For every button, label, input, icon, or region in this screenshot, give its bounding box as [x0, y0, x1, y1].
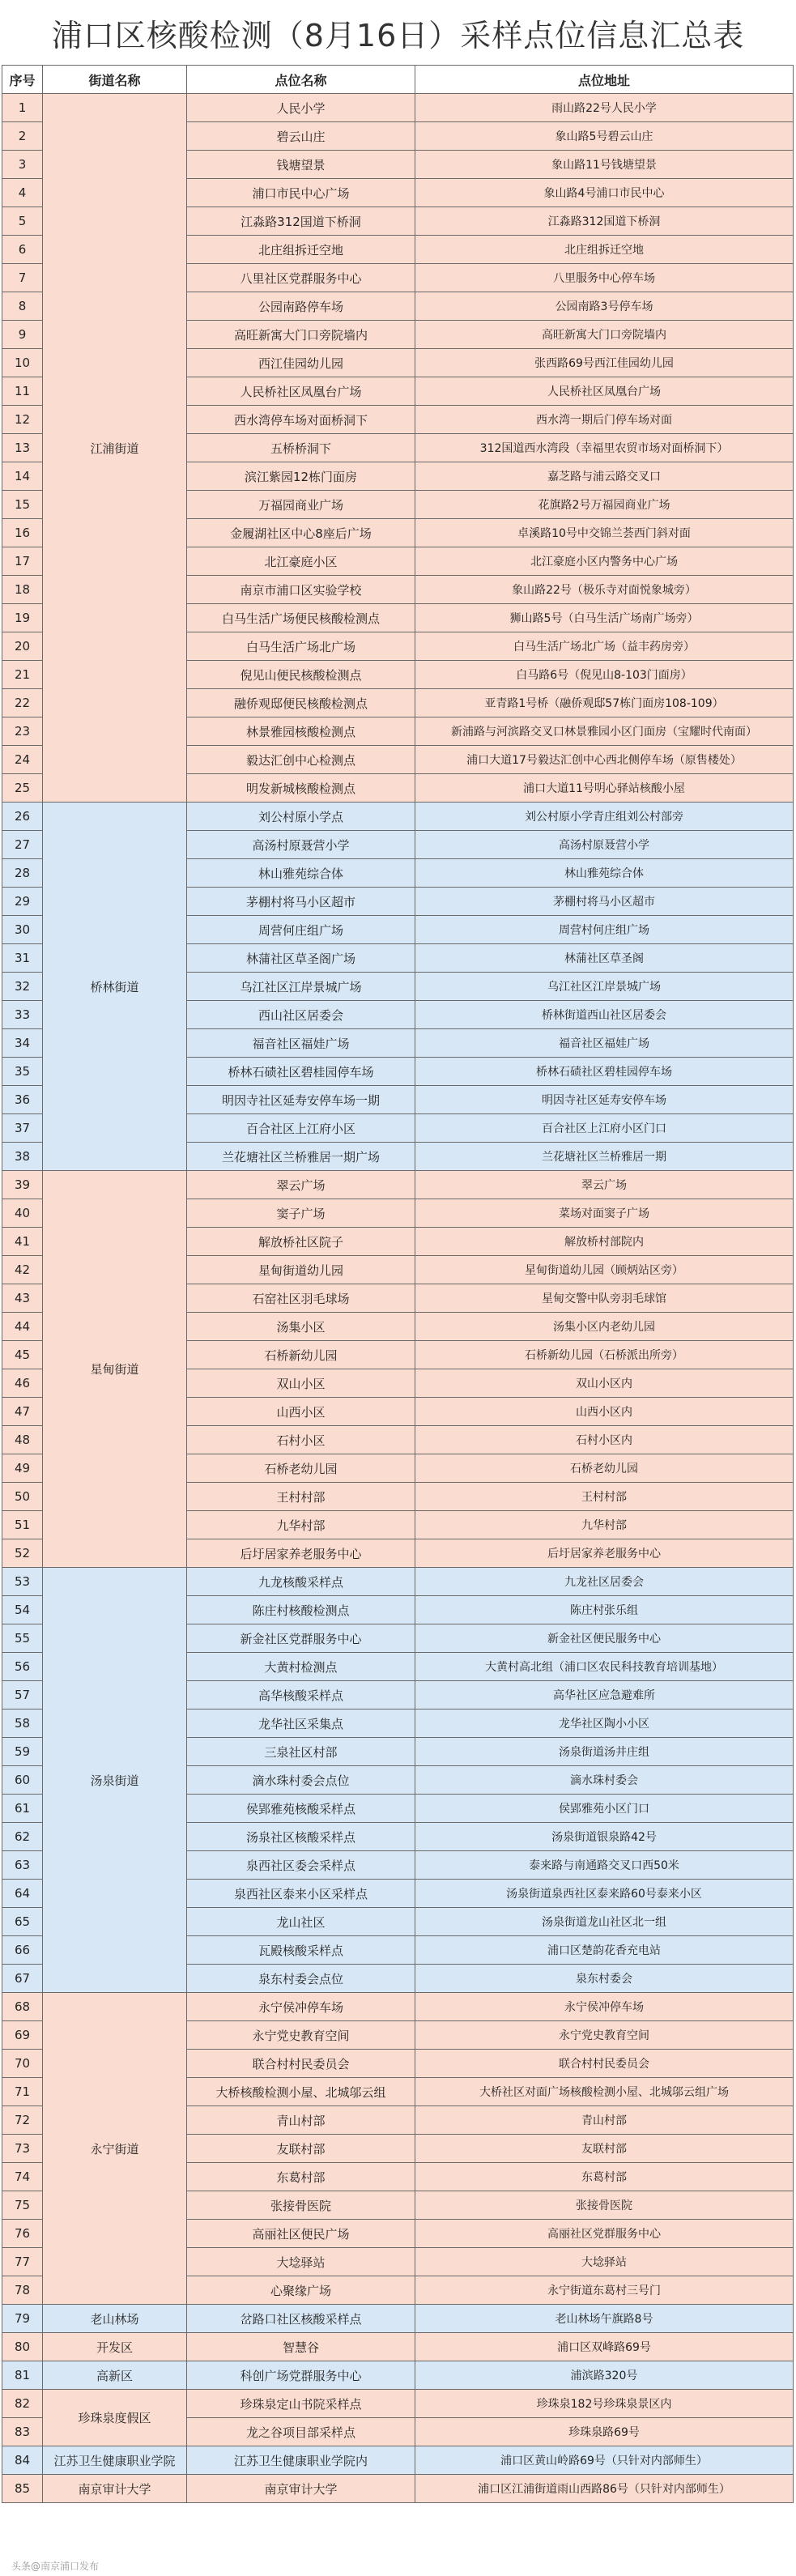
site-name: 北江豪庭小区 — [187, 547, 415, 576]
street-name: 江浦街道 — [43, 94, 187, 803]
site-name: 龙山社区 — [187, 1908, 415, 1936]
row-index: 37 — [2, 1114, 43, 1143]
site-address: 石桥老幼儿园 — [415, 1454, 794, 1483]
site-address: 解放桥村部院内 — [415, 1228, 794, 1256]
site-name: 明因寺社区延寿安停车场一期 — [187, 1086, 415, 1114]
table-row — [2, 2333, 794, 2361]
site-name: 大桥核酸检测小屋、北城邬云组 — [187, 2078, 415, 2106]
site-name: 高丽社区便民广场 — [187, 2220, 415, 2248]
row-index: 81 — [2, 2361, 43, 2390]
row-index: 72 — [2, 2106, 43, 2135]
site-address: 侯郢雅苑小区门口 — [415, 1795, 794, 1823]
site-address: 张西路69号西江佳园幼儿园 — [415, 349, 794, 377]
row-index: 25 — [2, 774, 43, 803]
street-name: 老山林场 — [43, 2305, 187, 2333]
site-address: 九龙社区居委会 — [415, 1568, 794, 1596]
row-index: 42 — [2, 1256, 43, 1284]
table-row — [2, 1171, 794, 1199]
site-name: 汤集小区 — [187, 1313, 415, 1341]
site-name: 茅棚村将马小区超市 — [187, 888, 415, 916]
row-index: 9 — [2, 321, 43, 349]
site-name: 公园南路停车场 — [187, 292, 415, 321]
site-address: 象山路5号碧云山庄 — [415, 122, 794, 151]
site-address: 高汤村原聂营小学 — [415, 831, 794, 859]
site-address: 公园南路3号停车场 — [415, 292, 794, 321]
site-address: 林蒲社区草圣阁 — [415, 944, 794, 973]
site-name: 万福园商业广场 — [187, 491, 415, 519]
row-index: 55 — [2, 1624, 43, 1653]
site-name: 永宁党史教育空间 — [187, 2021, 415, 2050]
site-name: 五桥桥洞下 — [187, 434, 415, 462]
site-address: 星甸交警中队旁羽毛球馆 — [415, 1284, 794, 1313]
site-address: 312国道西水湾段（幸福里农贸市场对面桥洞下） — [415, 434, 794, 462]
site-address: 浦口大道11号明心驿站核酸小屋 — [415, 774, 794, 803]
site-name: 青山村部 — [187, 2106, 415, 2135]
site-name: 侯郢雅苑核酸采样点 — [187, 1795, 415, 1823]
row-index: 82 — [2, 2390, 43, 2418]
row-index: 75 — [2, 2191, 43, 2220]
row-index: 36 — [2, 1086, 43, 1114]
site-name: 乌江社区江岸景城广场 — [187, 973, 415, 1001]
row-index: 12 — [2, 406, 43, 434]
row-index: 2 — [2, 122, 43, 151]
table-row — [2, 2390, 794, 2418]
site-address: 西水湾一期后门停车场对面 — [415, 406, 794, 434]
site-address: 翠云广场 — [415, 1171, 794, 1199]
row-index: 17 — [2, 547, 43, 576]
site-address: 茅棚村将马小区超市 — [415, 888, 794, 916]
row-index: 49 — [2, 1454, 43, 1483]
site-address: 双山小区内 — [415, 1369, 794, 1398]
site-address: 珍珠泉182号珍珠泉景区内 — [415, 2390, 794, 2418]
street-name: 开发区 — [43, 2333, 187, 2361]
site-name: 陈庄村核酸检测点 — [187, 1596, 415, 1624]
sampling-sites-table — [2, 65, 794, 2503]
site-address: 桥林石碛社区碧桂园停车场 — [415, 1058, 794, 1086]
site-address: 新浦路与河滨路交叉口林景雅园小区门面房（宝耀时代南面） — [415, 717, 794, 746]
street-name: 桥林街道 — [43, 803, 187, 1171]
row-index: 29 — [2, 888, 43, 916]
site-address: 九华村部 — [415, 1511, 794, 1539]
site-name: 毅达汇创中心检测点 — [187, 746, 415, 774]
site-address: 滴水珠村委会 — [415, 1766, 794, 1795]
table-row — [2, 2305, 794, 2333]
row-index: 41 — [2, 1228, 43, 1256]
site-name: 高华核酸采样点 — [187, 1681, 415, 1710]
site-address: 浦口区江浦街道雨山西路86号（只针对内部师生） — [415, 2475, 794, 2503]
site-address: 卓溪路10号中交锦兰荟西门斜对面 — [415, 519, 794, 547]
site-address: 永宁侯冲停车场 — [415, 1993, 794, 2021]
site-name: 周营何庄组广场 — [187, 916, 415, 944]
row-index: 74 — [2, 2163, 43, 2191]
site-address: 珍珠泉路69号 — [415, 2418, 794, 2446]
street-name: 珍珠泉度假区 — [43, 2390, 187, 2446]
site-address: 张接骨医院 — [415, 2191, 794, 2220]
row-index: 71 — [2, 2078, 43, 2106]
row-index: 63 — [2, 1851, 43, 1880]
site-address: 石桥新幼儿园（石桥派出所旁） — [415, 1341, 794, 1369]
site-name: 桥林石碛社区碧桂园停车场 — [187, 1058, 415, 1086]
site-address: 白马生活广场北广场（益丰药房旁） — [415, 632, 794, 661]
table-row — [2, 2361, 794, 2390]
row-index: 43 — [2, 1284, 43, 1313]
row-index: 21 — [2, 661, 43, 689]
site-address: 汤泉街道泉西社区泰来路60号泰来小区 — [415, 1880, 794, 1908]
site-name: 大埝驿站 — [187, 2248, 415, 2276]
site-name: 双山小区 — [187, 1369, 415, 1398]
row-index: 59 — [2, 1738, 43, 1766]
site-name: 白马生活广场北广场 — [187, 632, 415, 661]
row-index: 40 — [2, 1199, 43, 1228]
site-name: 岔路口社区核酸采样点 — [187, 2305, 415, 2333]
site-name: 白马生活广场便民核酸检测点 — [187, 604, 415, 632]
site-name: 人民桥社区凤凰台广场 — [187, 377, 415, 406]
site-name: 兰花塘社区兰桥雅居一期广场 — [187, 1143, 415, 1171]
row-index: 70 — [2, 2050, 43, 2078]
site-name: 永宁侯冲停车场 — [187, 1993, 415, 2021]
site-name: 石窑社区羽毛球场 — [187, 1284, 415, 1313]
site-address: 山西小区内 — [415, 1398, 794, 1426]
row-index: 5 — [2, 207, 43, 236]
site-address: 花旗路2号万福园商业广场 — [415, 491, 794, 519]
site-name: 钱塘望景 — [187, 151, 415, 179]
site-address: 雨山路22号人民小学 — [415, 94, 794, 122]
site-name: 联合村村民委员会 — [187, 2050, 415, 2078]
site-name: 刘公村原小学点 — [187, 803, 415, 831]
site-name: 人民小学 — [187, 94, 415, 122]
row-index: 47 — [2, 1398, 43, 1426]
site-name: 九龙核酸采样点 — [187, 1568, 415, 1596]
site-address: 明因寺社区延寿安停车场 — [415, 1086, 794, 1114]
site-address: 福音社区福娃广场 — [415, 1029, 794, 1058]
site-address: 青山村部 — [415, 2106, 794, 2135]
site-name: 林山雅苑综合体 — [187, 859, 415, 888]
row-index: 52 — [2, 1539, 43, 1568]
site-name: 金履湖社区中心8座后广场 — [187, 519, 415, 547]
site-name: 江淼路312国道下桥洞 — [187, 207, 415, 236]
site-name: 山西小区 — [187, 1398, 415, 1426]
site-name: 翠云广场 — [187, 1171, 415, 1199]
site-name: 解放桥社区院子 — [187, 1228, 415, 1256]
site-address: 浦口大道17号毅达汇创中心西北侧停车场（原售楼处） — [415, 746, 794, 774]
table-header-row — [2, 66, 794, 94]
header-index: 序号 — [2, 66, 43, 94]
site-address: 泉东村委会 — [415, 1965, 794, 1993]
table-row — [2, 1568, 794, 1596]
site-address: 亚青路1号桥（融侨观邸57栋门面房108-109） — [415, 689, 794, 717]
table-row — [2, 2475, 794, 2503]
site-name: 滨江紫园12栋门面房 — [187, 462, 415, 491]
site-name: 智慧谷 — [187, 2333, 415, 2361]
site-address: 汤集小区内老幼儿园 — [415, 1313, 794, 1341]
row-index: 80 — [2, 2333, 43, 2361]
row-index: 83 — [2, 2418, 43, 2446]
row-index: 3 — [2, 151, 43, 179]
table-body — [2, 94, 794, 2503]
site-address: 东葛村部 — [415, 2163, 794, 2191]
site-name: 新金社区党群服务中心 — [187, 1624, 415, 1653]
site-name: 珍珠泉定山书院采样点 — [187, 2390, 415, 2418]
site-address: 王村村部 — [415, 1483, 794, 1511]
row-index: 76 — [2, 2220, 43, 2248]
site-name: 石桥新幼儿园 — [187, 1341, 415, 1369]
site-address: 浦口区黄山岭路69号（只针对内部师生） — [415, 2446, 794, 2475]
site-address: 百合社区上江府小区门口 — [415, 1114, 794, 1143]
site-name: 林景雅园核酸检测点 — [187, 717, 415, 746]
site-address: 石村小区内 — [415, 1426, 794, 1454]
site-address: 嘉芝路与浦云路交叉口 — [415, 462, 794, 491]
site-address: 联合村村民委员会 — [415, 2050, 794, 2078]
row-index: 53 — [2, 1568, 43, 1596]
site-address: 人民桥社区凤凰台广场 — [415, 377, 794, 406]
site-address: 浦滨路320号 — [415, 2361, 794, 2390]
row-index: 62 — [2, 1823, 43, 1851]
site-address: 龙华社区陶小小区 — [415, 1710, 794, 1738]
site-name: 滴水珠村委会点位 — [187, 1766, 415, 1795]
site-name: 王村村部 — [187, 1483, 415, 1511]
site-address: 老山林场午旗路8号 — [415, 2305, 794, 2333]
street-name: 江苏卫生健康职业学院 — [43, 2446, 187, 2475]
site-address: 白马路6号（倪见山8-103门面房） — [415, 661, 794, 689]
header-site-address: 点位地址 — [415, 66, 794, 94]
table-row — [2, 803, 794, 831]
site-address: 周营村何庄组广场 — [415, 916, 794, 944]
site-name: 北庄组拆迁空地 — [187, 236, 415, 264]
row-index: 85 — [2, 2475, 43, 2503]
row-index: 61 — [2, 1795, 43, 1823]
row-index: 15 — [2, 491, 43, 519]
row-index: 67 — [2, 1965, 43, 1993]
watermark-text: 头条@南京浦口发布 — [11, 2561, 100, 2572]
site-name: 后圩居家养老服务中心 — [187, 1539, 415, 1568]
row-index: 26 — [2, 803, 43, 831]
site-name: 三泉社区村部 — [187, 1738, 415, 1766]
site-name: 星甸街道幼儿园 — [187, 1256, 415, 1284]
site-address: 永宁街道东葛村三号门 — [415, 2276, 794, 2305]
row-index: 33 — [2, 1001, 43, 1029]
site-name: 东葛村部 — [187, 2163, 415, 2191]
row-index: 31 — [2, 944, 43, 973]
site-name: 科创广场党群服务中心 — [187, 2361, 415, 2390]
table-row — [2, 2446, 794, 2475]
row-index: 46 — [2, 1369, 43, 1398]
site-name: 汤泉社区核酸采样点 — [187, 1823, 415, 1851]
site-name: 石桥老幼儿园 — [187, 1454, 415, 1483]
site-address: 汤泉街道龙山社区北一组 — [415, 1908, 794, 1936]
row-index: 77 — [2, 2248, 43, 2276]
row-index: 14 — [2, 462, 43, 491]
site-address: 刘公村原小学青庄组刘公村部旁 — [415, 803, 794, 831]
site-address: 高旺新寓大门口旁院墙内 — [415, 321, 794, 349]
site-name: 龙华社区采集点 — [187, 1710, 415, 1738]
row-index: 69 — [2, 2021, 43, 2050]
site-name: 浦口市民中心广场 — [187, 179, 415, 207]
site-name: 融侨观邸便民核酸检测点 — [187, 689, 415, 717]
row-index: 44 — [2, 1313, 43, 1341]
site-address: 浦口区楚韵花香充电站 — [415, 1936, 794, 1965]
row-index: 84 — [2, 2446, 43, 2475]
site-address: 菜场对面窦子广场 — [415, 1199, 794, 1228]
row-index: 1 — [2, 94, 43, 122]
row-index: 10 — [2, 349, 43, 377]
site-address: 桥林街道西山社区居委会 — [415, 1001, 794, 1029]
row-index: 34 — [2, 1029, 43, 1058]
row-index: 35 — [2, 1058, 43, 1086]
site-name: 心聚缘广场 — [187, 2276, 415, 2305]
table-row — [2, 94, 794, 122]
row-index: 4 — [2, 179, 43, 207]
site-address: 高丽社区党群服务中心 — [415, 2220, 794, 2248]
page-title: 浦口区核酸检测（8月16日）采样点位信息汇总表 — [51, 17, 745, 53]
site-address: 林山雅苑综合体 — [415, 859, 794, 888]
site-address: 星甸街道幼儿园（顾炳站区旁） — [415, 1256, 794, 1284]
site-name: 南京市浦口区实验学校 — [187, 576, 415, 604]
site-name: 八里社区党群服务中心 — [187, 264, 415, 292]
row-index: 8 — [2, 292, 43, 321]
site-address: 象山路4号浦口市民中心 — [415, 179, 794, 207]
row-index: 51 — [2, 1511, 43, 1539]
site-name: 窦子广场 — [187, 1199, 415, 1228]
row-index: 38 — [2, 1143, 43, 1171]
site-address: 陈庄村张乐组 — [415, 1596, 794, 1624]
site-name: 高汤村原聂营小学 — [187, 831, 415, 859]
site-name: 瓦殿核酸采样点 — [187, 1936, 415, 1965]
site-name: 石村小区 — [187, 1426, 415, 1454]
site-name: 泉西社区泰来小区采样点 — [187, 1880, 415, 1908]
row-index: 65 — [2, 1908, 43, 1936]
row-index: 66 — [2, 1936, 43, 1965]
site-address: 八里服务中心停车场 — [415, 264, 794, 292]
row-index: 73 — [2, 2135, 43, 2163]
site-name: 泉东村委会点位 — [187, 1965, 415, 1993]
street-name: 汤泉街道 — [43, 1568, 187, 1993]
street-name: 南京审计大学 — [43, 2475, 187, 2503]
site-address: 兰花塘社区兰桥雅居一期 — [415, 1143, 794, 1171]
site-name: 倪见山便民核酸检测点 — [187, 661, 415, 689]
row-index: 16 — [2, 519, 43, 547]
row-index: 57 — [2, 1681, 43, 1710]
site-address: 江淼路312国道下桥洞 — [415, 207, 794, 236]
site-name: 碧云山庄 — [187, 122, 415, 151]
row-index: 48 — [2, 1426, 43, 1454]
row-index: 18 — [2, 576, 43, 604]
site-address: 大桥社区对面广场核酸检测小屋、北城邬云组广场 — [415, 2078, 794, 2106]
row-index: 22 — [2, 689, 43, 717]
site-address: 后圩居家养老服务中心 — [415, 1539, 794, 1568]
site-address: 泰来路与南通路交叉口西50米 — [415, 1851, 794, 1880]
site-name: 福音社区福娃广场 — [187, 1029, 415, 1058]
site-name: 江苏卫生健康职业学院内 — [187, 2446, 415, 2475]
site-address: 狮山路5号（白马生活广场南广场旁） — [415, 604, 794, 632]
row-index: 56 — [2, 1653, 43, 1681]
row-index: 54 — [2, 1596, 43, 1624]
site-address: 汤泉街道银泉路42号 — [415, 1823, 794, 1851]
site-address: 北江豪庭小区内警务中心广场 — [415, 547, 794, 576]
row-index: 32 — [2, 973, 43, 1001]
row-index: 58 — [2, 1710, 43, 1738]
site-address: 大埝驿站 — [415, 2248, 794, 2276]
site-name: 高旺新寓大门口旁院墙内 — [187, 321, 415, 349]
street-name: 永宁街道 — [43, 1993, 187, 2305]
site-name: 西水湾停车场对面桥洞下 — [187, 406, 415, 434]
row-index: 50 — [2, 1483, 43, 1511]
row-index: 68 — [2, 1993, 43, 2021]
site-name: 张接骨医院 — [187, 2191, 415, 2220]
site-name: 泉西社区委会采样点 — [187, 1851, 415, 1880]
row-index: 39 — [2, 1171, 43, 1199]
site-address: 永宁党史教育空间 — [415, 2021, 794, 2050]
row-index: 79 — [2, 2305, 43, 2333]
row-index: 28 — [2, 859, 43, 888]
row-index: 27 — [2, 831, 43, 859]
site-name: 友联村部 — [187, 2135, 415, 2163]
row-index: 60 — [2, 1766, 43, 1795]
row-index: 13 — [2, 434, 43, 462]
site-address: 象山路11号钱塘望景 — [415, 151, 794, 179]
site-name: 明发新城核酸检测点 — [187, 774, 415, 803]
site-address: 北庄组拆迁空地 — [415, 236, 794, 264]
row-index: 11 — [2, 377, 43, 406]
site-address: 乌江社区江岸景城广场 — [415, 973, 794, 1001]
table-row — [2, 1993, 794, 2021]
row-index: 20 — [2, 632, 43, 661]
header-street: 街道名称 — [43, 66, 187, 94]
header-site-name: 点位名称 — [187, 66, 415, 94]
site-name: 九华村部 — [187, 1511, 415, 1539]
site-address: 象山路22号（极乐寺对面悦象城旁） — [415, 576, 794, 604]
site-address: 浦口区双峰路69号 — [415, 2333, 794, 2361]
row-index: 78 — [2, 2276, 43, 2305]
site-name: 龙之谷项目部采样点 — [187, 2418, 415, 2446]
street-name: 星甸街道 — [43, 1171, 187, 1568]
row-index: 23 — [2, 717, 43, 746]
site-address: 大黄村高北组（浦口区农民科技教育培训基地） — [415, 1653, 794, 1681]
site-name: 林蒲社区草圣阁广场 — [187, 944, 415, 973]
row-index: 24 — [2, 746, 43, 774]
street-name: 高新区 — [43, 2361, 187, 2390]
row-index: 7 — [2, 264, 43, 292]
site-name: 西江佳园幼儿园 — [187, 349, 415, 377]
site-address: 汤泉街道汤井庄组 — [415, 1738, 794, 1766]
site-name: 大黄村检测点 — [187, 1653, 415, 1681]
site-address: 友联村部 — [415, 2135, 794, 2163]
site-address: 新金社区便民服务中心 — [415, 1624, 794, 1653]
row-index: 19 — [2, 604, 43, 632]
row-index: 6 — [2, 236, 43, 264]
row-index: 45 — [2, 1341, 43, 1369]
site-address: 高华社区应急避难所 — [415, 1681, 794, 1710]
row-index: 30 — [2, 916, 43, 944]
site-name: 南京审计大学 — [187, 2475, 415, 2503]
site-name: 百合社区上江府小区 — [187, 1114, 415, 1143]
row-index: 64 — [2, 1880, 43, 1908]
site-name: 西山社区居委会 — [187, 1001, 415, 1029]
